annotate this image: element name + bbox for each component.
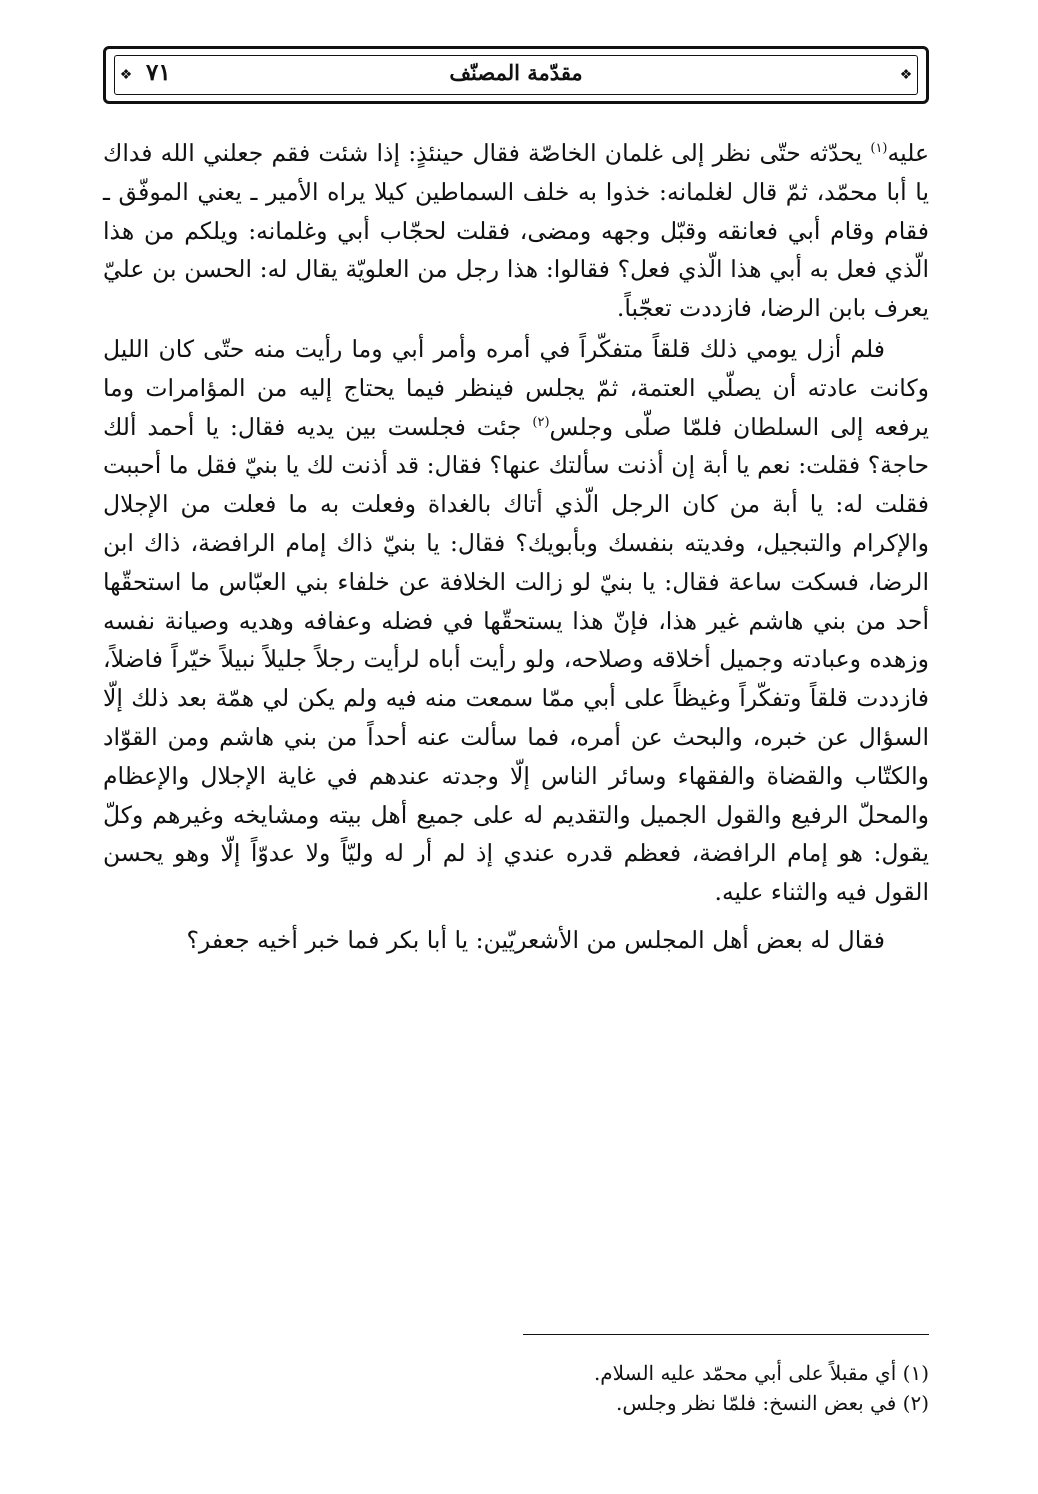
paragraph	[103, 134, 929, 328]
footnote-1: (١) أي مقبلاً على أبي محمّد عليه السلام.	[593, 1361, 929, 1385]
paragraph	[103, 921, 929, 960]
text-run: جئت فجلست بين يديه فقال: يا أحمد ألك حاجة؟ فقلت: نعم يا أبة إن أذنت سألتك عنها؟ فقال: قد أذنت لك يا بنيّ فقل ما أحببت فقلت له: يا أبة من كان الرجل الّذي أتاك بالغداة وفعلت به ما فعلت من الإجلال والإكرام والتبجيل، وفديته بنفسك وبأبويك؟ فقال: يا بنيّ ذاك إمام الرافضة، ذاك ابن الرضا، فسكت ساعة فقال: يا بنيّ لو زالت الخلافة عن خلفاء بني العبّاس ما استحقّها أحد من بني هاشم غير هذا، فإنّ هذا يستحقّها في فضله وعفافه وهديه وصيانة نفسه وزهده وعبادته وجميل أخلاقه وصلاحه، ولو رأيت أباه لرأيت رجلاً جليلاً نبيلاً خيّراً فاضلاً، فازددت قلقاً وتفكّراً وغيظاً على أبي ممّا سمعت منه فيه ولم يكن لي همّة بعد ذلك إلّا السؤال عن خبره، والبحث عن أمره، فما سألت عنه أحداً من بني هاشم ومن القوّاد والكتّاب والقضاة والفقهاء وسائر الناس إلّا وجدته عندهم في غاية الإجلال والإعظام والمحلّ الرفيع والقول الجميل والتقديم له على جميع أهل بيته ومشايخه وغيرهم وكلّ يقول: هو إمام الرافضة، فعظم قدره عندي إذ لم أر له وليّاً ولا عدوّاً إلّا وهو يحسن القول فيه والثناء عليه.	[103, 412, 929, 907]
text-run: فقال له بعض أهل المجلس من الأشعريّين: يا أبا بكر فما خبر أخيه جعفر؟	[186, 925, 885, 954]
running-header	[103, 46, 929, 104]
text-run: يحدّثه حتّى نظر إلى غلمان الخاصّة فقال حينئذٍ: إذا شئت فقم جعلني الله فداك يا أبا محمّد، ثمّ قال لغلمانه: خذوا به خلف السماطين كيلا يراه الأمير ـ يعني الموفّق ـ فقام وقام أبي فعانقه وقبّل وجهه ومضى، فقلت لحجّاب أبي وغلمانه: ويلكم من هذا الّذي فعل به أبي هذا الّذي فعل؟ فقالوا: هذا رجل من العلويّة يقال له: الحسن بن عليّ يعرف بابن الرضا، فازددت تعجّباً.	[103, 139, 929, 323]
paragraph	[103, 330, 929, 912]
footnote-2: (٢) في بعض النسخ: فلمّا نظر وجلس.	[616, 1391, 929, 1415]
ornament-icon: ❖	[899, 67, 913, 83]
text-run: عليه	[887, 139, 929, 167]
ornament-icon: ❖	[119, 67, 133, 83]
text-run: فلم أزل يومي ذلك قلقاً متفكّراً في أمره وأمر أبي وما رأيت منه حتّى كان الليل وكانت عادته أن يصلّي العتمة، ثمّ يجلس فينظر فيما يحتاج إليه من المؤامرات وما يرفعه إلى السلطان فلمّا صلّى وجلس	[103, 334, 929, 441]
main-text	[103, 134, 929, 960]
footnotes	[103, 1358, 929, 1418]
footnote-marker: (١)	[870, 141, 888, 157]
page-number: ٧١	[146, 59, 171, 86]
footnote-marker: (٢)	[532, 414, 550, 430]
running-title: مقدّمة المصنّف	[449, 60, 583, 85]
footnote-divider	[523, 1334, 929, 1335]
